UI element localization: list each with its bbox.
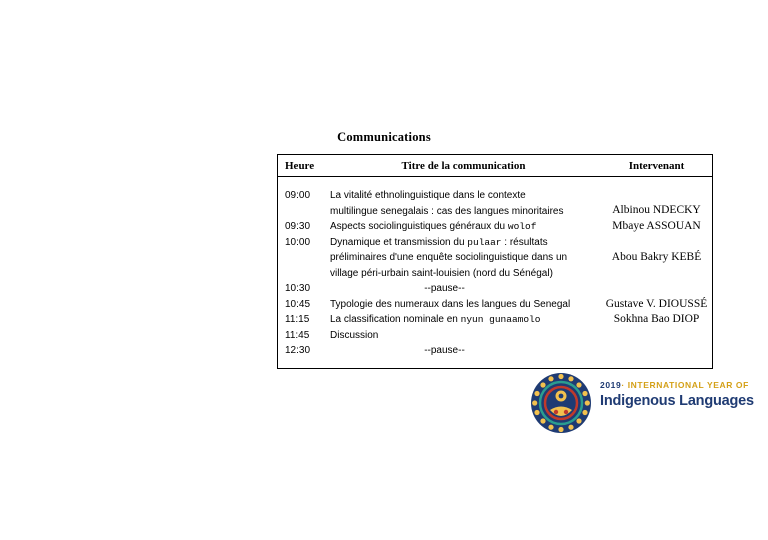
cell-title [326, 312, 601, 328]
iyil-2019-logo [530, 372, 754, 434]
cell-time: 11:45 [285, 329, 310, 341]
logo-text [600, 380, 754, 409]
language-name-wolof: wolof [507, 221, 537, 232]
communications-table [277, 154, 713, 369]
table-body [278, 177, 712, 368]
language-name-nyun-gunaamolo: nyun gunaamolo [460, 314, 541, 325]
cell-time: 09:30 [285, 221, 311, 232]
cell-time: 10:45 [285, 298, 311, 310]
cell-time: 11:15 [285, 314, 310, 325]
cell-speaker: Albinou NDECKY [612, 204, 701, 216]
cell-title [326, 219, 601, 235]
cell-title: Typologie des numeraux dans les langues du Senegal [330, 298, 571, 310]
cell-time: 12:30 [285, 345, 311, 356]
cell-time: 10:30 [285, 283, 311, 294]
cell-time: 10:00 [285, 236, 311, 248]
cell-title-line: préliminaires d'une enquête sociolinguistique dans un [330, 252, 568, 263]
cell-title-text: : résultats [501, 236, 548, 248]
column-header-speaker: Intervenant [628, 159, 685, 172]
table-row [278, 343, 712, 359]
logo-name: Indigenous Languages [600, 393, 754, 409]
table-row [278, 312, 712, 328]
cell-speaker: Sokhna Bao DIOP [613, 313, 700, 325]
logo-separator: · [621, 380, 625, 390]
column-header-title: Titre de la communication [401, 159, 526, 172]
cell-title-text: Aspects sociolinguistiques généraux du [330, 221, 508, 232]
cell-title-line: La vitalité ethnolinguistique dans le contexte [330, 190, 526, 201]
table-row [278, 328, 712, 344]
table-row [278, 281, 712, 297]
cell-title-text: La classification nominale en [330, 314, 461, 325]
language-name-pulaar: pulaar [467, 236, 502, 248]
cell-title-line [330, 235, 601, 251]
table-row [278, 219, 712, 235]
logo-year: 2019 [600, 380, 622, 390]
logo-tagline-text: INTERNATIONAL YEAR OF [627, 380, 749, 390]
cell-time: 09:00 [285, 190, 311, 201]
cell-speaker: Abou Bakry KEBÉ [611, 250, 702, 263]
cell-title-text: Dynamique et transmission du [330, 236, 468, 248]
cell-title-line: multilingue senegalais : cas des langues minoritaires [330, 205, 564, 217]
indigenous-languages-emblem-icon [530, 372, 592, 434]
table-row [278, 297, 712, 313]
table-header-row [278, 155, 712, 177]
page-title: Communications [337, 130, 431, 144]
cell-speaker: Mbaye ASSOUAN [612, 220, 701, 232]
cell-title: --pause-- [424, 283, 465, 294]
cell-title [326, 235, 601, 282]
table-row [278, 188, 712, 219]
logo-tagline [600, 380, 749, 390]
column-header-time: Heure [285, 159, 315, 172]
cell-title: --pause-- [424, 345, 465, 356]
cell-speaker: Gustave V. DIOUSSÉ [605, 297, 708, 310]
cell-title: Discussion [330, 329, 379, 341]
table-row [278, 235, 712, 282]
cell-title [326, 188, 601, 219]
cell-title-line: village péri-urbain saint-louisien (nord du Sénégal) [330, 267, 553, 279]
